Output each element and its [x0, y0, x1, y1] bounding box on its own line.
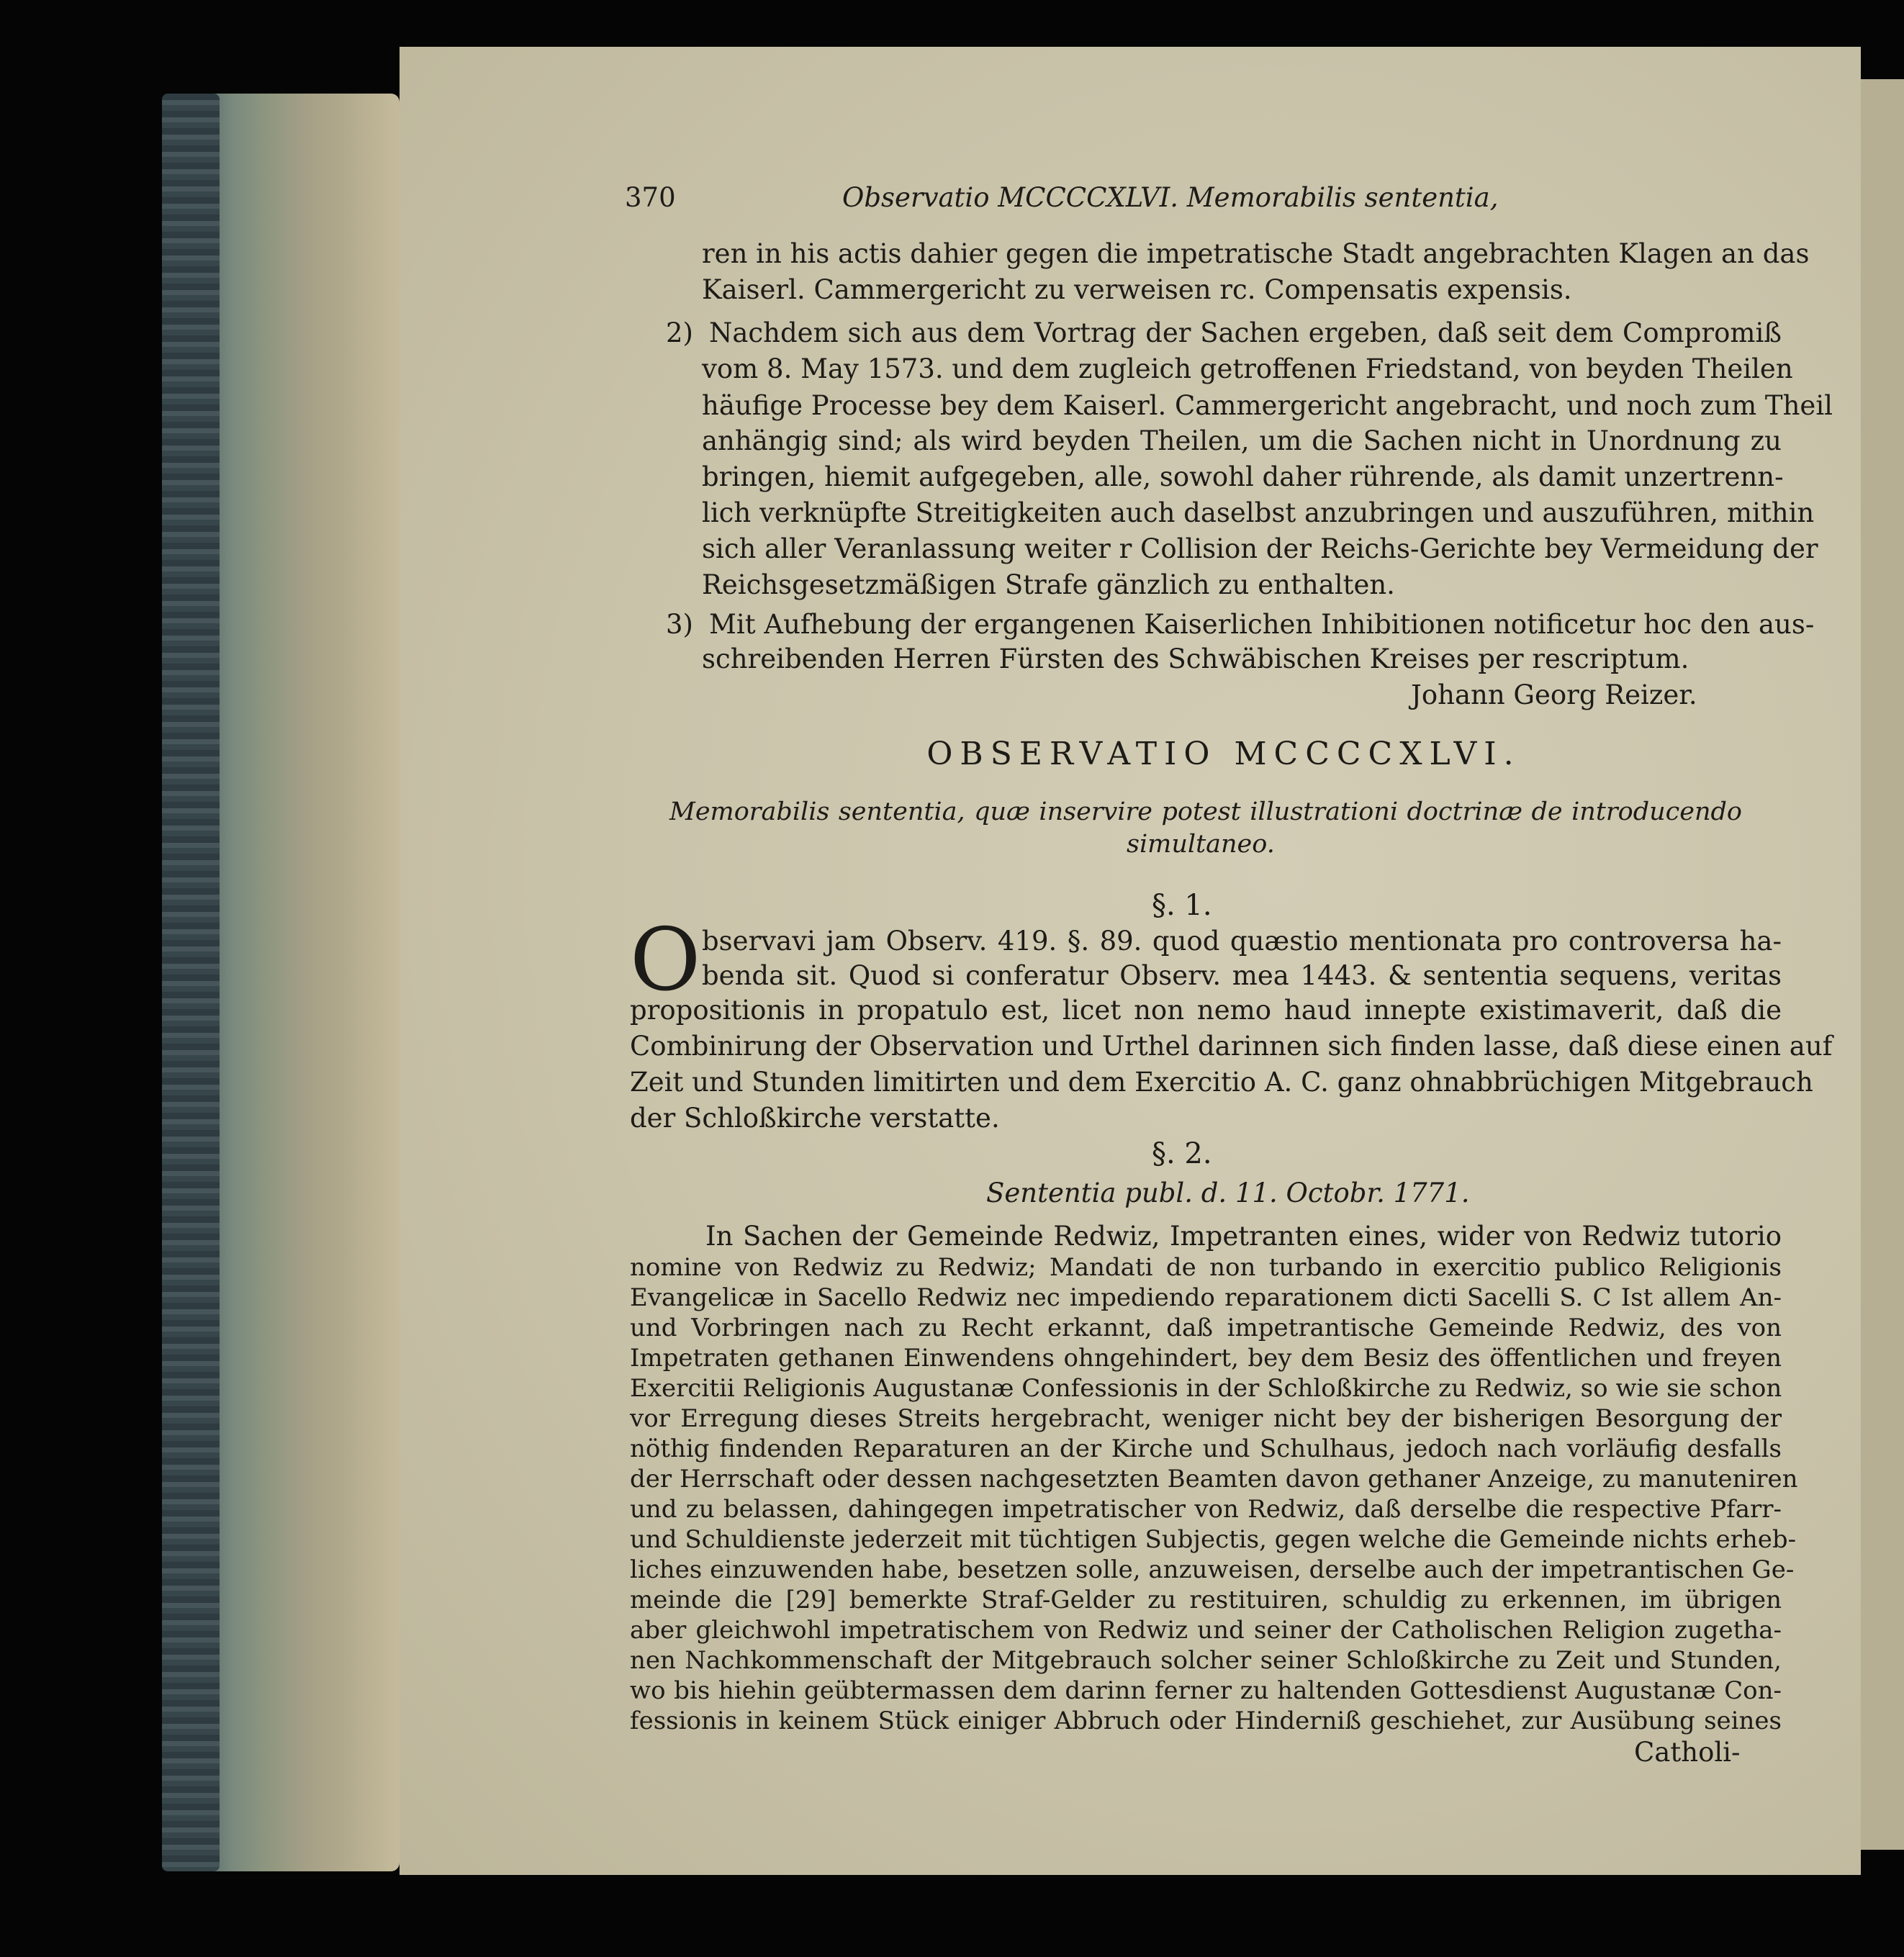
text-line: Nachdem sich aus dem Vortrag der Sachen ergeben, daß seit dem Compromiß [709, 317, 1782, 348]
text-line: Reichsgesetzmäßigen Strafe gänzlich zu enthalten. [702, 569, 1395, 600]
text-line: Exercitii Religionis Augustanæ Confessionis in der Schloßkirche zu Redwiz, so wie sie schon [630, 1374, 1782, 1403]
page-number: 370 [625, 182, 676, 213]
text-line: und Vorbringen nach zu Recht erkannt, daß impetrantische Gemeinde Redwiz, des von [630, 1314, 1782, 1342]
text-line: und zu belassen, dahingegen impetratischer von Redwiz, daß derselbe die respective Pfarr- [630, 1495, 1782, 1524]
text-line: Combinirung der Observation und Urthel darinnen sich finden lasse, daß diese einen auf [630, 1031, 1833, 1062]
signature: Johann Georg Reizer. [1411, 679, 1697, 710]
text-line: Kaiserl. Cammergericht zu verweisen rc. Compensatis expensis. [702, 274, 1572, 305]
text-line: nen Nachkommenschaft der Mitgebrauch solcher seiner Schloßkirche zu Zeit und Stunden, [630, 1646, 1782, 1675]
observatio-title: OBSERVATIO MCCCCXLVI. [926, 736, 1521, 772]
text-line: nomine von Redwiz zu Redwiz; Mandati de non turbando in exercitio publico Religionis [630, 1253, 1782, 1282]
text-line: und Schuldienste jederzeit mit tüchtigen Subjectis, gegen welche die Gemeinde nichts erheb- [630, 1525, 1797, 1554]
section-heading: §. 1. [1152, 889, 1212, 922]
text-line: In Sachen der Gemeinde Redwiz, Impetranten eines, wider von Redwiz tutorio [705, 1221, 1782, 1252]
text-line: liches einzuwenden habe, besetzen solle, anzuweisen, derselbe auch der impetrantischen Ge- [630, 1555, 1795, 1584]
text-line: propositionis in propatulo est, licet non nemo haud innepte existimaverit, daß die [630, 995, 1782, 1026]
text-line: vom 8. May 1573. und dem zugleich getroffenen Friedstand, von beyden Theilen [702, 353, 1793, 384]
section-heading: §. 2. [1152, 1137, 1212, 1170]
text-line: benda sit. Quod si conferatur Observ. mea 1443. & sententia sequens, veritas [702, 960, 1782, 991]
text-line: der Herrschaft oder dessen nachgesetzten Beamten davon gethaner Anzeige, zu manuteniren [630, 1465, 1798, 1493]
text-line: Mit Aufhebung der ergangenen Kaiserlichen Inhibitionen notificetur hoc den aus- [709, 609, 1815, 640]
text-line: schreibenden Herren Fürsten des Schwäbischen Kreises per rescriptum. [702, 643, 1689, 674]
text-line: ren in his actis dahier gegen die impetratische Stadt angebrachten Klagen an das [702, 238, 1810, 269]
text-line: anhängig sind; als wird beyden Theilen, um die Sachen nicht in Unordnung zu [702, 425, 1782, 456]
item-number: 3) [666, 609, 693, 640]
text-line: nöthig findenden Reparaturen an der Kirche und Schulhaus, jedoch nach vorläufig desfalls [630, 1434, 1782, 1463]
text-line: bringen, hiemit aufgegeben, alle, sowohl daher rührende, als damit unzertrenn- [702, 461, 1784, 492]
text-line: meinde die [29] bemerkte Straf-Gelder zu restituiren, schuldig zu erkennen, im übrigen [630, 1586, 1782, 1614]
text-line: der Schloßkirche verstatte. [630, 1103, 1000, 1134]
text-line: aber gleichwohl impetratischem von Redwiz und seiner der Catholischen Religion zugetha- [630, 1616, 1782, 1645]
observatio-subtitle: Memorabilis sententia, quæ inservire potest illustrationi doctrinæ de introducendo [669, 797, 1742, 826]
catchword: Catholi- [1634, 1737, 1741, 1768]
text-line: Impetraten gethanen Einwendens ohngehindert, bey dem Besiz des öffentlichen und freyen [630, 1344, 1782, 1373]
text-line: Zeit und Stunden limitirten und dem Exercitio A. C. ganz ohnabbrüchigen Mitgebrauch [630, 1067, 1813, 1098]
observatio-subtitle: simultaneo. [1127, 830, 1275, 859]
text-line: vor Erregung dieses Streits hergebracht, weniger nicht bey der bisherigen Besorgung der [630, 1404, 1782, 1433]
item-number: 2) [666, 317, 693, 348]
text-line: Evangelicæ in Sacello Redwiz nec impediendo reparationem dicti Sacelli S. C Ist allem An- [630, 1283, 1782, 1312]
running-title: Observatio MCCCCXLVI. Memorabilis sententia, [842, 182, 1499, 213]
text-line: fessionis in keinem Stück einiger Abbruch oder Hinderniß geschiehet, zur Ausübung seines [630, 1707, 1782, 1735]
text-line: sich aller Veranlassung weiter r Collision der Reichs-Gerichte bey Vermeidung der [702, 533, 1818, 564]
text-line: bservavi jam Observ. 419. §. 89. quod quæstio mentionata pro controversa ha- [702, 926, 1782, 957]
text-line: lich verknüpfte Streitigkeiten auch daselbst anzubringen und auszuführen, mithin [702, 497, 1815, 528]
drop-cap: O [630, 910, 701, 1011]
sententia-date: Sententia publ. d. 11. Octobr. 1771. [986, 1178, 1470, 1208]
text-line: wo bis hiehin geübtermassen dem darinn ferner zu haltenden Gottesdienst Augustanæ Con- [630, 1676, 1782, 1705]
next-page-edge [1861, 79, 1904, 1850]
text-line: häufige Processe bey dem Kaiserl. Cammergericht angebracht, und noch zum Theil [702, 390, 1833, 421]
book-spine [162, 94, 220, 1871]
